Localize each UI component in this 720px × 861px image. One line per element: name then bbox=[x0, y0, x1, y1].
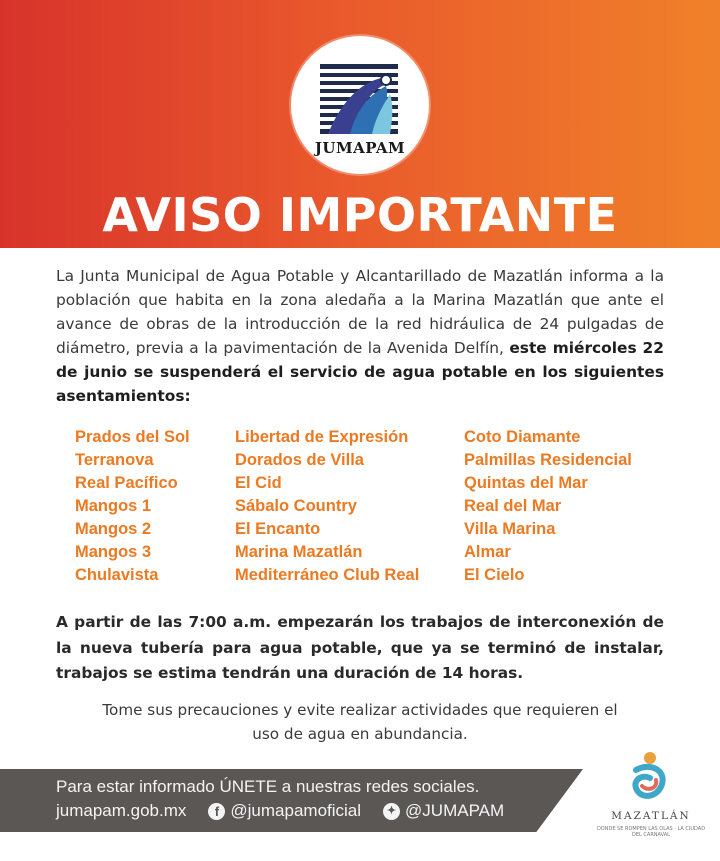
list-item: Terranova bbox=[75, 451, 154, 469]
list-item: Mangos 1 bbox=[75, 497, 152, 515]
mazatlan-slogan: DONDE SE ROMPEN LAS OLAS · LA CIUDAD DEL CARNAVAL bbox=[596, 826, 706, 838]
mazatlan-wordmark: MAZATLÁN bbox=[611, 810, 691, 822]
list-item: Chulavista bbox=[75, 566, 159, 584]
list-item: Almar bbox=[464, 543, 511, 561]
closing-line-1: Tome sus precauciones y evite realizar actividades que requieren el bbox=[102, 701, 618, 719]
intro-text: La Junta Municipal de Agua Potable y Alcantarillado de Mazatlán informa a la población que habita en la zona aledaña a la Marina Mazatlán que ante el avance de obras de la introducción de la red hidráulica de 24 pulgadas de diámetro, previa a la pavimentación de la Avenida Delfín, bbox=[56, 267, 664, 357]
jumapam-logo-icon bbox=[291, 36, 429, 174]
closing-line-2: uso de agua en abundancia. bbox=[252, 725, 468, 743]
list-item: Mangos 2 bbox=[75, 520, 152, 538]
twitter-handle[interactable]: @JUMAPAM bbox=[405, 801, 505, 820]
facebook-icon[interactable]: f bbox=[208, 803, 225, 820]
neighborhood-column-2 bbox=[235, 426, 419, 587]
list-item: Prados del Sol bbox=[75, 428, 190, 446]
footer-cta: Para estar informado ÚNETE a nuestras redes sociales. bbox=[56, 777, 480, 796]
header-banner bbox=[0, 0, 720, 248]
schedule-paragraph: A partir de las 7:00 a.m. empezarán los trabajos de interconexión de la nueva tubería para agua potable, que ya se terminó de instalar, trabajos se estima tendrán una duración de 14 horas. bbox=[56, 613, 664, 682]
list-item: Mediterráneo Club Real bbox=[235, 566, 420, 584]
list-item: Quintas del Mar bbox=[464, 474, 588, 492]
list-item: Real Pacífico bbox=[75, 474, 178, 492]
list-item: El Cielo bbox=[464, 566, 525, 584]
website-link[interactable]: jumapam.gob.mx bbox=[56, 801, 187, 820]
list-item: Mangos 3 bbox=[75, 543, 152, 561]
list-item: Libertad de Expresión bbox=[235, 428, 409, 446]
neighborhood-column-3 bbox=[464, 426, 632, 587]
jumapam-brand-text: JUMAPAM bbox=[314, 139, 406, 157]
list-item: Coto Diamante bbox=[464, 428, 581, 446]
list-item: Sábalo Country bbox=[235, 497, 357, 515]
page-title: AVISO IMPORTANTE bbox=[102, 188, 618, 242]
list-item: Marina Mazatlán bbox=[235, 543, 363, 561]
footer-social-row bbox=[56, 801, 504, 821]
intro-paragraph bbox=[56, 264, 664, 408]
jumapam-emblem bbox=[320, 64, 398, 134]
list-item: Dorados de Villa bbox=[235, 451, 364, 469]
list-item: El Cid bbox=[235, 474, 282, 492]
list-item: El Encanto bbox=[235, 520, 321, 538]
intro-bold-text: este miércoles 22 de junio se suspenderá el servicio de agua potable en los siguientes asentamientos: bbox=[56, 339, 664, 405]
twitter-icon[interactable]: ✦ bbox=[383, 803, 400, 820]
mazatlan-logo-icon bbox=[620, 748, 680, 808]
list-item: Real del Mar bbox=[464, 497, 562, 515]
list-item: Palmillas Residencial bbox=[464, 451, 632, 469]
neighborhood-column-1 bbox=[75, 426, 190, 587]
facebook-handle[interactable]: @jumapamoficial bbox=[230, 801, 362, 820]
list-item: Villa Marina bbox=[464, 520, 556, 538]
closing-note bbox=[60, 698, 660, 746]
